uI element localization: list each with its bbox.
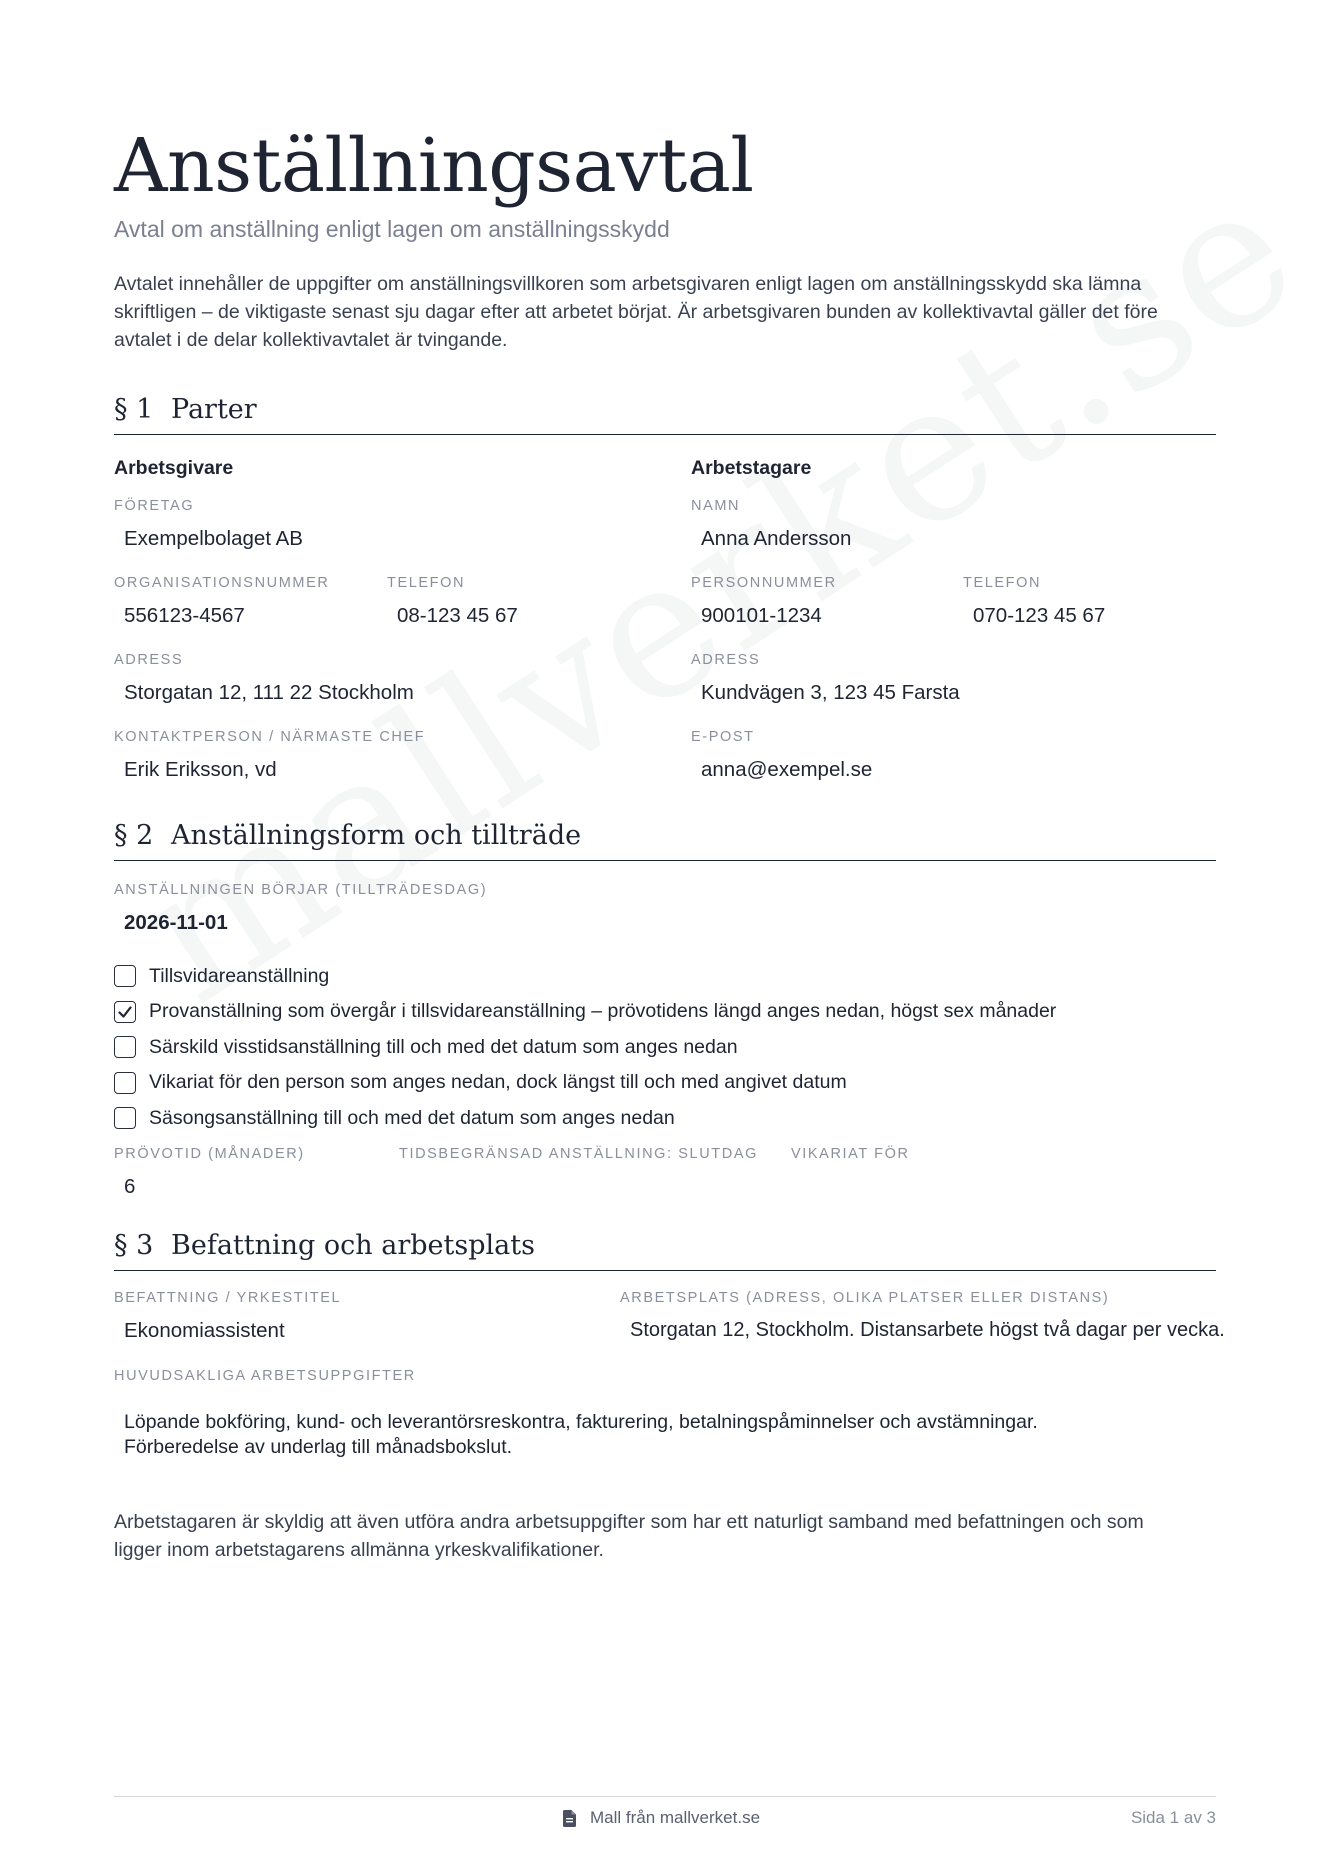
end-date-label: TIDSBEGRÄNSAD ANSTÄLLNING: SLUTDAG [399,1146,758,1162]
section-number: § 2 [114,820,154,851]
checkbox[interactable] [114,1036,136,1058]
section-title: Anställningsform och tillträde [171,820,582,851]
workplace-field[interactable]: Storgatan 12, Stockholm. Distansarbete högst två dagar per vecka. [630,1319,1225,1341]
employment-type-label: Säsongsanställning till och med det datum som anges nedan [149,1106,675,1129]
section-title: Parter [171,394,257,425]
employee-phone-label: TELEFON [963,575,1042,591]
intro-paragraph: Avtalet innehåller de uppgifter om anställningsvillkoren som arbetsgivaren enligt lagen om anställningsskydd ska lämna skriftligen – de viktigaste senast sju dagar efter att arbetet börjat. Är arbetsgivaren bunden av kollektivavtal gäller det före avtalet i de delar kollektivavtalet är tvingande. [114,273,1158,351]
employee-address-field[interactable]: Kundvägen 3, 123 45 Farsta [701,681,960,704]
name-label: NAMN [691,498,741,514]
footer-source-text: Mall från mallverket.se [589,1808,761,1827]
employer-phone-field[interactable]: 08-123 45 67 [397,604,518,627]
employee-heading: Arbetstagare [691,457,812,479]
substitute-label: VIKARIAT FÖR [791,1146,910,1162]
tasks-label: HUVUDSAKLIGA ARBETSUPPGIFTER [114,1368,416,1384]
employment-type-label: Provanställning som övergår i tillsvidareanställning – prövotidens längd anges nedan, högst sex månader [149,1000,1057,1022]
employment-type-label: Tillsvidareanställning [149,964,330,987]
start-date-label: ANSTÄLLNINGEN BÖRJAR (TILLTRÄDESDAG) [114,882,488,898]
workplace-label: ARBETSPLATS (ADRESS, OLIKA PLATSER ELLER DISTANS) [620,1290,1110,1306]
section-number: § 1 [114,394,154,425]
pnr-label: PERSONNUMMER [691,575,837,591]
tasks-line: Förberedelse av underlag till månadsbokslut. [124,1436,513,1458]
duties-note: Arbetstagaren är skyldig att även utföra andra arbetsuppgifter som har ett naturligt samband med befattningen och som ligger inom arbetstagarens allmänna yrkeskvalifikationer. [114,1511,1144,1561]
employment-type-option[interactable] [114,962,329,990]
employer-address-label: ADRESS [114,652,184,668]
employment-type-option[interactable] [114,998,1056,1026]
employment-type-label: Vikariat för den person som anges nedan, dock längst till och med angivet datum [149,1071,847,1093]
section-title: Befattning och arbetsplats [171,1230,535,1261]
contact-label: KONTAKTPERSON / NÄRMASTE CHEF [114,729,426,745]
employee-phone-field[interactable]: 070-123 45 67 [973,604,1106,627]
email-field[interactable]: anna@exempel.se [701,758,873,781]
email-label: E-POST [691,729,755,745]
employment-type-option[interactable] [114,1033,738,1061]
contact-field[interactable]: Erik Eriksson, vd [124,758,277,781]
start-date-field[interactable]: 2026-11-01 [124,911,228,934]
checkmark-icon [116,1003,134,1021]
checkbox-checked[interactable] [114,1001,136,1023]
section-1-heading [114,390,1216,435]
company-label: FÖRETAG [114,498,195,514]
footer-source [0,1808,1323,1828]
orgnr-label: ORGANISATIONSNUMMER [114,575,330,591]
section-2-heading [114,816,1216,861]
employer-address-field[interactable]: Storgatan 12, 111 22 Stockholm [124,681,414,704]
trial-label: PRÖVOTID (MÅNADER) [114,1146,305,1162]
employer-phone-label: TELEFON [387,575,466,591]
employer-heading: Arbetsgivare [114,457,234,479]
trial-field[interactable]: 6 [124,1175,136,1198]
document-icon [563,1810,576,1827]
page-number: Sida 1 av 3 [1130,1808,1216,1827]
tasks-line: Löpande bokföring, kund- och leverantörsreskontra, fakturering, betalningspåminnelser och avstämningar. [124,1411,1038,1433]
footer-divider [114,1796,1216,1797]
employment-type-label: Särskild visstidsanställning till och med det datum som anges nedan [149,1035,738,1058]
orgnr-field[interactable]: 556123-4567 [124,604,245,627]
document-subtitle: Avtal om anställning enligt lagen om anställningsskydd [114,216,670,242]
pnr-field[interactable]: 900101-1234 [701,604,822,627]
checkbox[interactable] [114,965,136,987]
checkbox[interactable] [114,1107,136,1129]
employment-type-option[interactable] [114,1069,847,1097]
position-label: BEFATTNING / YRKESTITEL [114,1290,342,1306]
employee-address-label: ADRESS [691,652,761,668]
position-field[interactable]: Ekonomiassistent [124,1319,285,1342]
checkbox[interactable] [114,1072,136,1094]
document-title: Anställningsavtal [114,123,754,209]
company-field[interactable]: Exempelbolaget AB [124,527,303,550]
name-field[interactable]: Anna Andersson [701,527,852,550]
section-3-heading [114,1226,1216,1271]
employment-type-option[interactable] [114,1104,675,1132]
section-number: § 3 [114,1230,154,1261]
tasks-field[interactable] [124,1410,1184,1460]
